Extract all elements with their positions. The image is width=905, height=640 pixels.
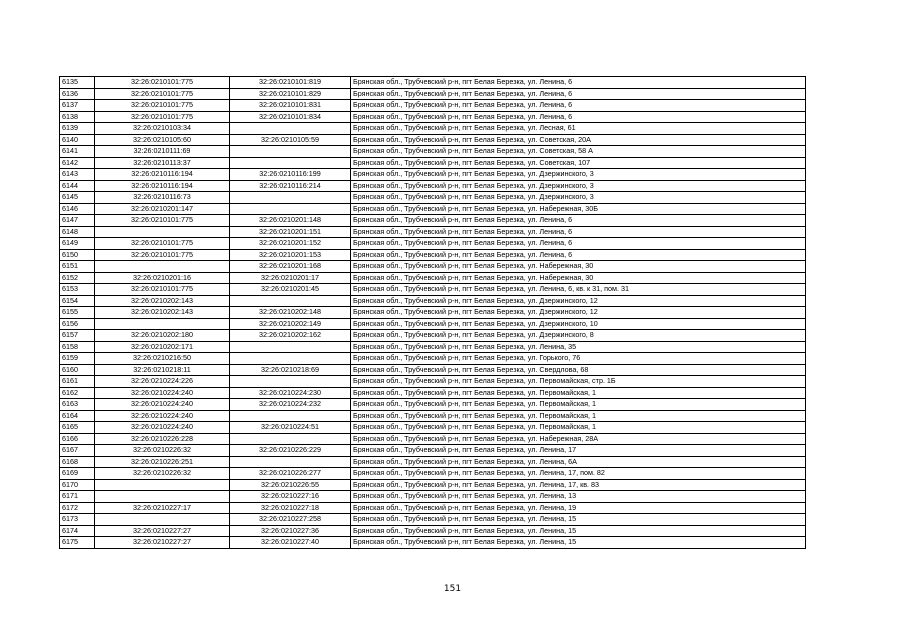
row-number-cell: 6154 (60, 295, 95, 307)
cadastral-number-cell: 32:26:0210224:230 (230, 387, 351, 399)
page-number: 151 (443, 584, 462, 594)
row-number-cell: 6157 (60, 330, 95, 342)
row-number-cell: 6141 (60, 146, 95, 158)
address-cell: Брянская обл., Трубчевский р-н, пгт Белая Березка, ул. Первомайская, 1 (351, 410, 806, 422)
parent-cadastral-number-cell: 32:26:0210111:69 (95, 146, 230, 158)
cadastral-number-cell (230, 157, 351, 169)
parent-cadastral-number-cell: 32:26:0210227:27 (95, 525, 230, 537)
parent-cadastral-number-cell: 32:26:0210226:32 (95, 445, 230, 457)
address-cell: Брянская обл., Трубчевский р-н, пгт Белая Березка, ул. Ленина, 6 (351, 238, 806, 250)
cadastral-number-cell: 32:26:0210101:819 (230, 77, 351, 89)
cadastral-number-cell: 32:26:0210226:277 (230, 468, 351, 480)
cadastral-number-cell: 32:26:0210201:17 (230, 272, 351, 284)
cadastral-number-cell: 32:26:0210202:162 (230, 330, 351, 342)
address-cell: Брянская обл., Трубчевский р-н, пгт Белая Березка, ул. Дзержинского, 10 (351, 318, 806, 330)
parent-cadastral-number-cell: 32:26:0210202:143 (95, 307, 230, 319)
table-row (60, 525, 806, 537)
row-number-cell: 6135 (60, 77, 95, 89)
address-cell: Брянская обл., Трубчевский р-н, пгт Белая Березка, ул. Ленина, 6 (351, 226, 806, 238)
parent-cadastral-number-cell: 32:26:0210101:775 (95, 238, 230, 250)
address-cell: Брянская обл., Трубчевский р-н, пгт Белая Березка, ул. Ленина, 6А (351, 456, 806, 468)
table-row (60, 514, 806, 526)
address-cell: Брянская обл., Трубчевский р-н, пгт Белая Березка, ул. Ленина, 15 (351, 537, 806, 549)
address-cell: Брянская обл., Трубчевский р-н, пгт Белая Березка, ул. Дзержинского, 12 (351, 307, 806, 319)
row-number-cell: 6169 (60, 468, 95, 480)
address-cell: Брянская обл., Трубчевский р-н, пгт Белая Березка, ул. Первомайская, 1 (351, 422, 806, 434)
address-cell: Брянская обл., Трубчевский р-н, пгт Белая Березка, ул. Ленина, 6, кв. к 31, пом. 31 (351, 284, 806, 296)
address-cell: Брянская обл., Трубчевский р-н, пгт Белая Березка, ул. Советская, 58 А (351, 146, 806, 158)
parent-cadastral-number-cell: 32:26:0210101:775 (95, 111, 230, 123)
cadastral-number-cell: 32:26:0210227:18 (230, 502, 351, 514)
row-number-cell: 6136 (60, 88, 95, 100)
row-number-cell: 6142 (60, 157, 95, 169)
address-cell: Брянская обл., Трубчевский р-н, пгт Белая Березка, ул. Дзержинского, 3 (351, 192, 806, 204)
table-row (60, 215, 806, 227)
address-cell: Брянская обл., Трубчевский р-н, пгт Белая Березка, ул. Ленина, 17 (351, 445, 806, 457)
address-cell: Брянская обл., Трубчевский р-н, пгт Белая Березка, ул. Ленина, 17, пом. 82 (351, 468, 806, 480)
address-cell: Брянская обл., Трубчевский р-н, пгт Белая Березка, ул. Советская, 20А (351, 134, 806, 146)
row-number-cell: 6165 (60, 422, 95, 434)
row-number-cell: 6144 (60, 180, 95, 192)
cadastral-number-cell: 32:26:0210227:40 (230, 537, 351, 549)
cadastral-number-cell: 32:26:0210201:153 (230, 249, 351, 261)
row-number-cell: 6160 (60, 364, 95, 376)
parent-cadastral-number-cell: 32:26:0210227:27 (95, 537, 230, 549)
cadastral-number-cell: 32:26:0210101:831 (230, 100, 351, 112)
parent-cadastral-number-cell: 32:26:0210116:194 (95, 180, 230, 192)
table-row (60, 284, 806, 296)
table-row (60, 249, 806, 261)
table-row (60, 88, 806, 100)
parent-cadastral-number-cell: 32:26:0210101:775 (95, 284, 230, 296)
table-row (60, 77, 806, 89)
table-row (60, 422, 806, 434)
cadastral-number-cell: 32:26:0210201:152 (230, 238, 351, 250)
table-row (60, 479, 806, 491)
cadastral-number-cell: 32:26:0210226:55 (230, 479, 351, 491)
table-row (60, 341, 806, 353)
address-cell: Брянская обл., Трубчевский р-н, пгт Белая Березка, ул. Свердлова, 68 (351, 364, 806, 376)
address-cell: Брянская обл., Трубчевский р-н, пгт Белая Березка, ул. Ленина, 13 (351, 491, 806, 503)
cadastral-number-cell: 32:26:0210201:148 (230, 215, 351, 227)
cadastral-number-cell (230, 341, 351, 353)
cadastral-number-cell: 32:26:0210202:149 (230, 318, 351, 330)
parent-cadastral-number-cell: 32:26:0210224:226 (95, 376, 230, 388)
row-number-cell: 6170 (60, 479, 95, 491)
row-number-cell: 6139 (60, 123, 95, 135)
row-number-cell: 6148 (60, 226, 95, 238)
cadastral-number-cell (230, 410, 351, 422)
parent-cadastral-number-cell (95, 226, 230, 238)
cadastral-number-cell (230, 456, 351, 468)
table-row (60, 192, 806, 204)
parent-cadastral-number-cell: 32:26:0210224:240 (95, 399, 230, 411)
cadastral-number-cell (230, 203, 351, 215)
row-number-cell: 6162 (60, 387, 95, 399)
table-row (60, 134, 806, 146)
cadastral-number-cell (230, 433, 351, 445)
parent-cadastral-number-cell: 32:26:0210216:50 (95, 353, 230, 365)
table-row (60, 376, 806, 388)
table-row (60, 537, 806, 549)
parent-cadastral-number-cell: 32:26:0210218:11 (95, 364, 230, 376)
parent-cadastral-number-cell (95, 318, 230, 330)
address-cell: Брянская обл., Трубчевский р-н, пгт Белая Березка, ул. Набережная, 28А (351, 433, 806, 445)
address-cell: Брянская обл., Трубчевский р-н, пгт Белая Березка, ул. Ленина, 6 (351, 249, 806, 261)
parent-cadastral-number-cell (95, 491, 230, 503)
row-number-cell: 6163 (60, 399, 95, 411)
parent-cadastral-number-cell: 32:26:0210226:32 (95, 468, 230, 480)
parent-cadastral-number-cell: 32:26:0210226:251 (95, 456, 230, 468)
table-row (60, 272, 806, 284)
cadastral-number-cell: 32:26:0210227:16 (230, 491, 351, 503)
address-cell: Брянская обл., Трубчевский р-н, пгт Белая Березка, ул. Ленина, 6 (351, 88, 806, 100)
parent-cadastral-number-cell: 32:26:0210202:171 (95, 341, 230, 353)
row-number-cell: 6153 (60, 284, 95, 296)
cadastral-number-cell: 32:26:0210227:36 (230, 525, 351, 537)
cadastral-number-cell (230, 376, 351, 388)
parent-cadastral-number-cell: 32:26:0210105:60 (95, 134, 230, 146)
table-row (60, 410, 806, 422)
row-number-cell: 6150 (60, 249, 95, 261)
row-number-cell: 6140 (60, 134, 95, 146)
address-cell: Брянская обл., Трубчевский р-н, пгт Белая Березка, ул. Дзержинского, 12 (351, 295, 806, 307)
row-number-cell: 6174 (60, 525, 95, 537)
parent-cadastral-number-cell: 32:26:0210201:16 (95, 272, 230, 284)
cadastral-number-cell: 32:26:0210202:148 (230, 307, 351, 319)
row-number-cell: 6149 (60, 238, 95, 250)
address-cell: Брянская обл., Трубчевский р-н, пгт Белая Березка, ул. Набережная, 30 (351, 272, 806, 284)
table-row (60, 353, 806, 365)
row-number-cell: 6151 (60, 261, 95, 273)
row-number-cell: 6164 (60, 410, 95, 422)
row-number-cell: 6143 (60, 169, 95, 181)
row-number-cell: 6171 (60, 491, 95, 503)
address-cell: Брянская обл., Трубчевский р-н, пгт Белая Березка, ул. Ленина, 15 (351, 525, 806, 537)
table-row (60, 203, 806, 215)
parent-cadastral-number-cell (95, 261, 230, 273)
parent-cadastral-number-cell: 32:26:0210202:143 (95, 295, 230, 307)
cadastral-number-cell (230, 146, 351, 158)
parent-cadastral-number-cell: 32:26:0210201:147 (95, 203, 230, 215)
table-row (60, 157, 806, 169)
parent-cadastral-number-cell: 32:26:0210113:37 (95, 157, 230, 169)
cadastral-number-cell: 32:26:0210201:45 (230, 284, 351, 296)
cadastral-number-cell (230, 192, 351, 204)
address-cell: Брянская обл., Трубчевский р-н, пгт Белая Березка, ул. Дзержинского, 3 (351, 169, 806, 181)
table-row (60, 123, 806, 135)
table-row (60, 445, 806, 457)
cadastral-number-cell: 32:26:0210101:834 (230, 111, 351, 123)
table-row (60, 491, 806, 503)
cadastral-number-cell: 32:26:0210116:199 (230, 169, 351, 181)
table-row (60, 226, 806, 238)
address-cell: Брянская обл., Трубчевский р-н, пгт Белая Березка, ул. Ленина, 6 (351, 100, 806, 112)
register-table-body (60, 77, 806, 549)
table-row (60, 318, 806, 330)
parent-cadastral-number-cell: 32:26:0210224:240 (95, 410, 230, 422)
cadastral-number-cell: 32:26:0210224:51 (230, 422, 351, 434)
cadastral-number-cell: 32:26:0210116:214 (230, 180, 351, 192)
address-cell: Брянская обл., Трубчевский р-н, пгт Белая Березка, ул. Дзержинского, 3 (351, 180, 806, 192)
cadastral-number-cell: 32:26:0210226:229 (230, 445, 351, 457)
address-cell: Брянская обл., Трубчевский р-н, пгт Белая Березка, ул. Набережная, 30 (351, 261, 806, 273)
table-row (60, 100, 806, 112)
parent-cadastral-number-cell: 32:26:0210101:775 (95, 215, 230, 227)
address-cell: Брянская обл., Трубчевский р-н, пгт Белая Березка, ул. Ленина, 19 (351, 502, 806, 514)
row-number-cell: 6173 (60, 514, 95, 526)
table-row (60, 238, 806, 250)
address-cell: Брянская обл., Трубчевский р-н, пгт Белая Березка, ул. Лесная, 61 (351, 123, 806, 135)
parent-cadastral-number-cell: 32:26:0210101:775 (95, 249, 230, 261)
cadastral-number-cell (230, 353, 351, 365)
parent-cadastral-number-cell: 32:26:0210103:34 (95, 123, 230, 135)
cadastral-number-cell (230, 295, 351, 307)
table-row (60, 456, 806, 468)
table-row (60, 502, 806, 514)
row-number-cell: 6146 (60, 203, 95, 215)
address-cell: Брянская обл., Трубчевский р-н, пгт Белая Березка, ул. Дзержинского, 8 (351, 330, 806, 342)
address-cell: Брянская обл., Трубчевский р-н, пгт Белая Березка, ул. Первомайская, стр. 1Б (351, 376, 806, 388)
table-row (60, 111, 806, 123)
parent-cadastral-number-cell: 32:26:0210224:240 (95, 387, 230, 399)
address-cell: Брянская обл., Трубчевский р-н, пгт Белая Березка, ул. Набережная, 30Б (351, 203, 806, 215)
row-number-cell: 6159 (60, 353, 95, 365)
row-number-cell: 6161 (60, 376, 95, 388)
address-cell: Брянская обл., Трубчевский р-н, пгт Белая Березка, ул. Первомайская, 1 (351, 399, 806, 411)
table-row (60, 433, 806, 445)
row-number-cell: 6147 (60, 215, 95, 227)
address-cell: Брянская обл., Трубчевский р-н, пгт Белая Березка, ул. Ленина, 6 (351, 215, 806, 227)
table-row (60, 364, 806, 376)
row-number-cell: 6168 (60, 456, 95, 468)
table-row (60, 146, 806, 158)
address-cell: Брянская обл., Трубчевский р-н, пгт Белая Березка, ул. Ленина, 35 (351, 341, 806, 353)
parent-cadastral-number-cell: 32:26:0210202:180 (95, 330, 230, 342)
parent-cadastral-number-cell (95, 479, 230, 491)
address-cell: Брянская обл., Трубчевский р-н, пгт Белая Березка, ул. Ленина, 6 (351, 111, 806, 123)
row-number-cell: 6175 (60, 537, 95, 549)
table-row (60, 261, 806, 273)
address-cell: Брянская обл., Трубчевский р-н, пгт Белая Березка, ул. Ленина, 15 (351, 514, 806, 526)
row-number-cell: 6152 (60, 272, 95, 284)
row-number-cell: 6167 (60, 445, 95, 457)
cadastral-number-cell: 32:26:0210227:258 (230, 514, 351, 526)
parent-cadastral-number-cell: 32:26:0210116:194 (95, 169, 230, 181)
cadastral-number-cell (230, 123, 351, 135)
row-number-cell: 6172 (60, 502, 95, 514)
table-row (60, 169, 806, 181)
parent-cadastral-number-cell (95, 514, 230, 526)
parent-cadastral-number-cell: 32:26:0210226:228 (95, 433, 230, 445)
row-number-cell: 6137 (60, 100, 95, 112)
address-cell: Брянская обл., Трубчевский р-н, пгт Белая Березка, ул. Первомайская, 1 (351, 387, 806, 399)
row-number-cell: 6155 (60, 307, 95, 319)
address-cell: Брянская обл., Трубчевский р-н, пгт Белая Березка, ул. Советская, 107 (351, 157, 806, 169)
cadastral-number-cell: 32:26:0210101:829 (230, 88, 351, 100)
property-register-table (59, 76, 806, 549)
address-cell: Брянская обл., Трубчевский р-н, пгт Белая Березка, ул. Ленина, 6 (351, 77, 806, 89)
table-row (60, 468, 806, 480)
parent-cadastral-number-cell: 32:26:0210101:775 (95, 100, 230, 112)
row-number-cell: 6138 (60, 111, 95, 123)
parent-cadastral-number-cell: 32:26:0210224:240 (95, 422, 230, 434)
row-number-cell: 6145 (60, 192, 95, 204)
cadastral-number-cell: 32:26:0210201:168 (230, 261, 351, 273)
cadastral-number-cell: 32:26:0210218:69 (230, 364, 351, 376)
parent-cadastral-number-cell: 32:26:0210227:17 (95, 502, 230, 514)
address-cell: Брянская обл., Трубчевский р-н, пгт Белая Березка, ул. Горького, 76 (351, 353, 806, 365)
table-row (60, 399, 806, 411)
parent-cadastral-number-cell: 32:26:0210116:73 (95, 192, 230, 204)
parent-cadastral-number-cell: 32:26:0210101:775 (95, 77, 230, 89)
parent-cadastral-number-cell: 32:26:0210101:775 (95, 88, 230, 100)
cadastral-number-cell: 32:26:0210105:59 (230, 134, 351, 146)
row-number-cell: 6166 (60, 433, 95, 445)
cadastral-number-cell: 32:26:0210201:151 (230, 226, 351, 238)
table-row (60, 180, 806, 192)
cadastral-number-cell: 32:26:0210224:232 (230, 399, 351, 411)
address-cell: Брянская обл., Трубчевский р-н, пгт Белая Березка, ул. Ленина, 17, кв. 83 (351, 479, 806, 491)
table-row (60, 307, 806, 319)
table-row (60, 330, 806, 342)
table-row (60, 387, 806, 399)
row-number-cell: 6158 (60, 341, 95, 353)
table-row (60, 295, 806, 307)
row-number-cell: 6156 (60, 318, 95, 330)
